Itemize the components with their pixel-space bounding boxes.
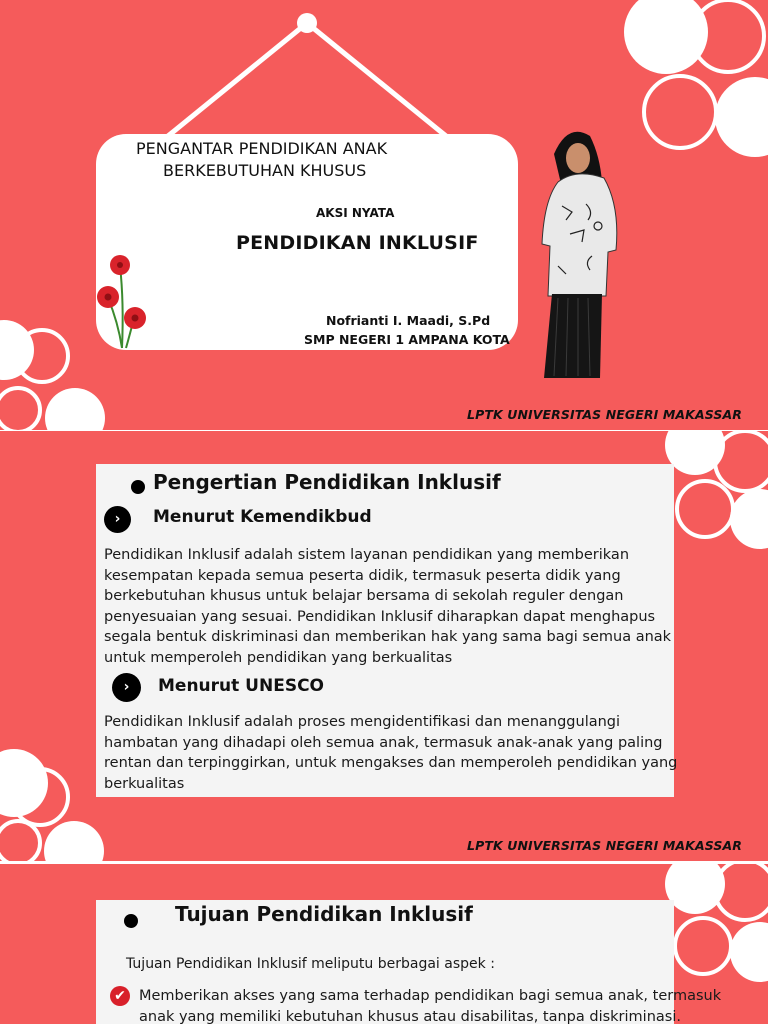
paragraph-line: Memberikan akses yang sama terhadap pendidikan bagi semua anak, termasuk — [139, 988, 722, 1004]
paragraph-line: segala bentuk diskriminasi dan memberikan hak yang sama bagi semua anak — [104, 629, 672, 646]
paragraph-line: penyesuaian yang sesuai. Pendidikan Inklusif diharapkan dapat menghapus — [104, 608, 656, 625]
presentation-title — [136, 138, 387, 182]
paragraph-line: Pendidikan Inklusif adalah sistem layanan pendidikan yang memberikan — [104, 547, 630, 563]
paragraph-line: berkebutuhan khusus untuk belajar bersama di sekolah reguler dengan — [104, 588, 624, 605]
checkmark-icon: ✔ — [110, 986, 130, 1006]
presenter-photo — [532, 126, 622, 382]
section-heading: Pengertian Pendidikan Inklusif — [153, 470, 501, 494]
objective-item-1 — [139, 986, 721, 1024]
objectives-slide — [0, 864, 768, 1024]
paragraph-line: kesempatan kepada semua peserta didik, termasuk peserta didik yang — [104, 567, 621, 584]
bullet-dot-icon — [124, 914, 138, 928]
subheading-unesco: Menurut UNESCO — [158, 676, 324, 696]
definition-slide — [0, 431, 768, 861]
paragraph-kemendikbud — [104, 545, 671, 669]
section-heading: Tujuan Pendidikan Inklusif — [175, 902, 473, 926]
paragraph-line: rentan dan terpinggirkan, untuk mengakses dan memperoleh pendidikan yang — [104, 755, 678, 772]
paragraph-line: hambatan yang dihadapi oleh semua anak, termasuk anak-anak yang paling — [104, 734, 663, 751]
title-line-1: PENGANTAR PENDIDIKAN ANAK — [136, 139, 388, 158]
intro-text: Tujuan Pendidikan Inklusif meliputu berbagai aspek : — [126, 956, 495, 972]
footer-institution: LPTK UNIVERSITAS NEGERI MAKASSAR — [467, 407, 742, 422]
flower-illustration — [90, 252, 160, 352]
title-line-2: BERKEBUTUHAN KHUSUS — [163, 161, 367, 180]
paragraph-line: untuk memperoleh pendidikan yang berkualitas — [104, 649, 453, 666]
footer-institution: LPTK UNIVERSITAS NEGERI MAKASSAR — [467, 838, 742, 853]
subheading-kemendikbud: Menurut Kemendikbud — [153, 507, 372, 527]
main-title: PENDIDIKAN INKLUSIF — [236, 232, 479, 254]
paragraph-line: berkualitas — [104, 775, 185, 792]
author-name: Nofrianti I. Maadi, S.Pd — [326, 313, 491, 328]
arrow-circle-icon: › — [104, 506, 131, 533]
bullet-dot-icon — [131, 480, 145, 494]
paragraph-line: Pendidikan Inklusif adalah proses mengidentifikasi dan menanggulangi — [104, 714, 621, 730]
school-name: SMP NEGERI 1 AMPANA KOTA — [304, 332, 510, 347]
subtitle: AKSI NYATA — [316, 206, 395, 220]
paragraph-line: anak yang memiliki kebutuhan khusus atau disabilitas, tanpa diskriminasi. — [139, 1008, 681, 1024]
paragraph-unesco — [104, 712, 677, 794]
title-slide — [0, 0, 768, 430]
arrow-circle-icon: › — [112, 673, 141, 702]
